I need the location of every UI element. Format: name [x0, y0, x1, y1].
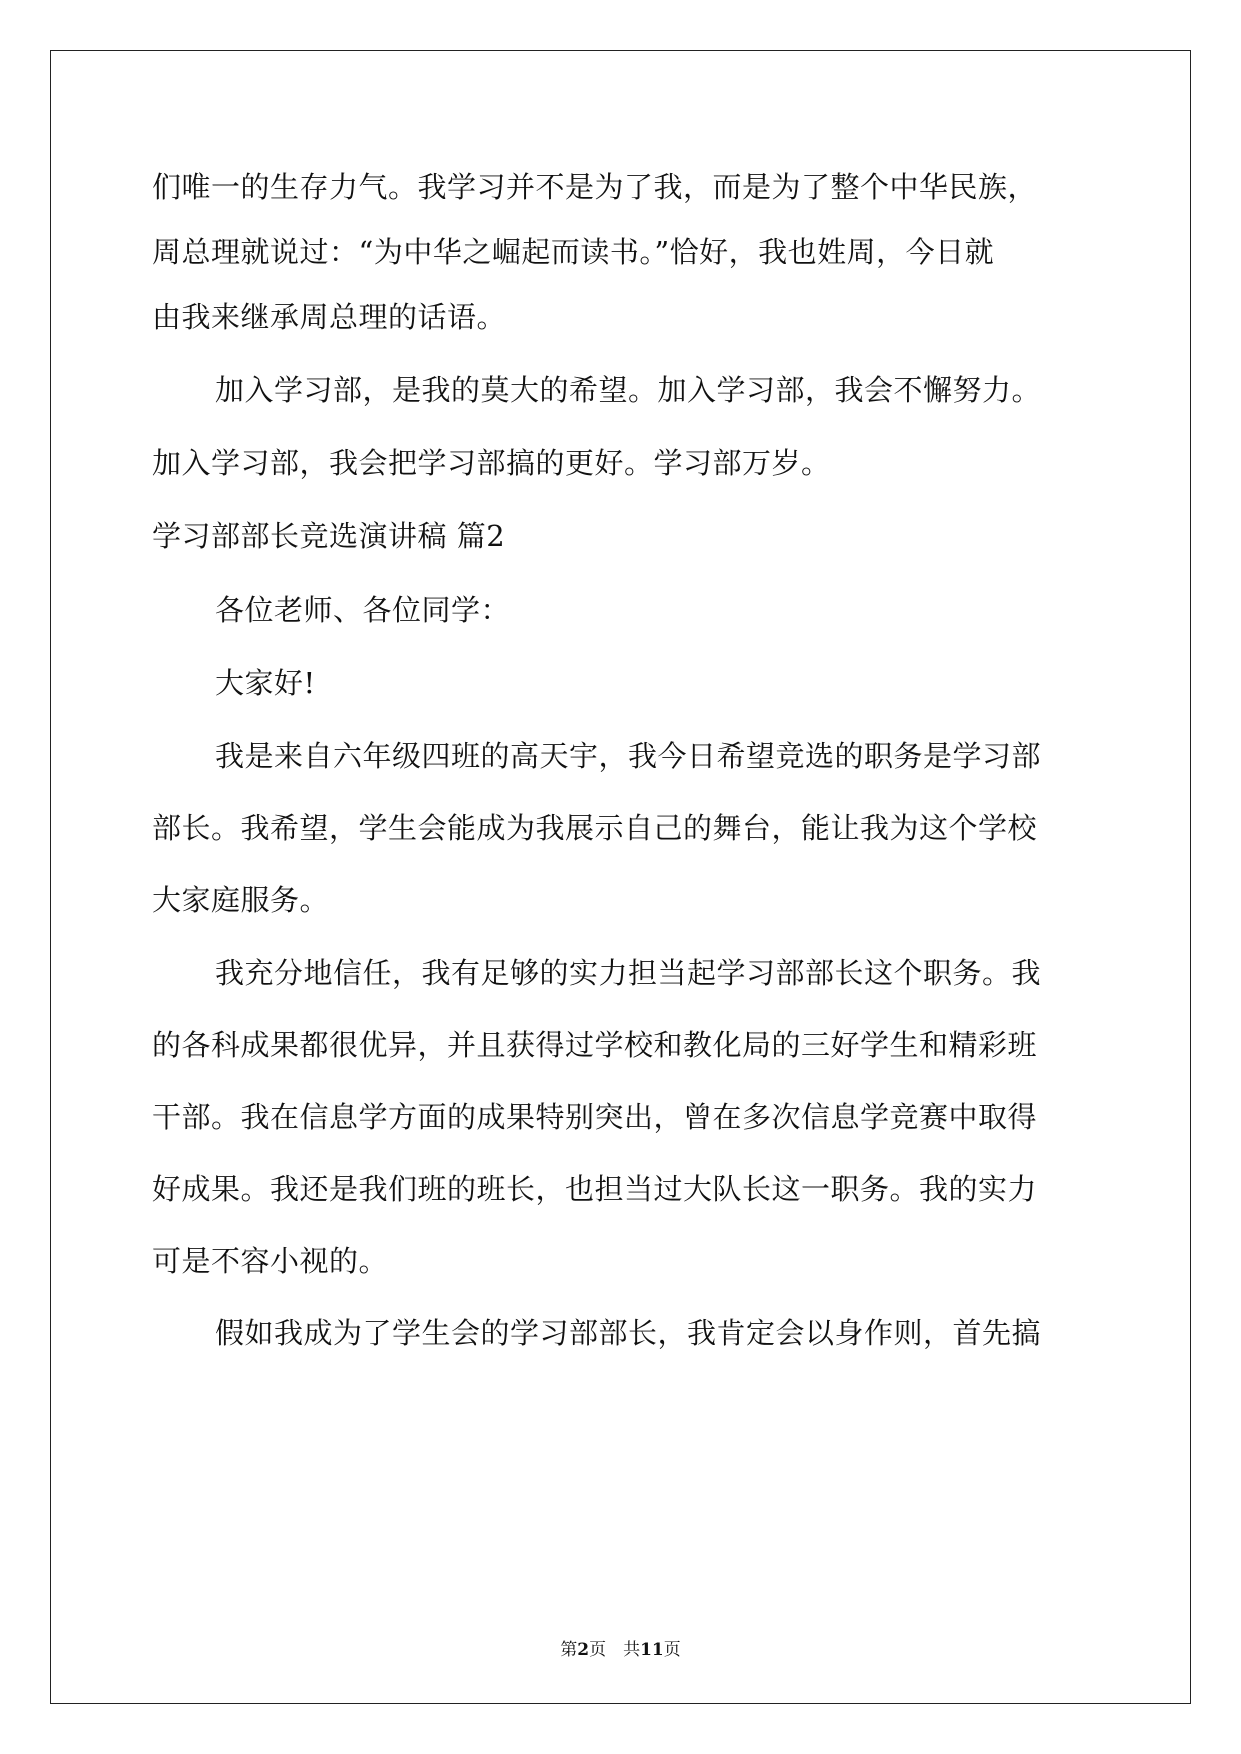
text-line: 好成果。我还是我们班的班长，也担当过大队长这一职务。我的实力 [152, 1172, 1038, 1206]
section-heading: 学习部部长竞选演讲稿 篇2 [152, 519, 506, 553]
footer-suffix: 页 [663, 1640, 681, 1660]
text-line: 干部。我在信息学方面的成果特别突出，曾在多次信息学竞赛中取得 [152, 1100, 1038, 1134]
footer-prefix: 第 [560, 1640, 578, 1660]
text-line: 加入学习部，我会把学习部搞的更好。学习部万岁。 [152, 446, 831, 480]
text-line: 部长。我希望，学生会能成为我展示自己的舞台，能让我为这个学校 [152, 811, 1038, 845]
text-line: 周总理就说过：“为中华之崛起而读书。”恰好，我也姓周，今日就 [152, 235, 995, 269]
text-line: 大家庭服务。 [152, 883, 330, 917]
text-line: 我充分地信任，我有足够的实力担当起学习部部长这个职务。我 [215, 956, 1042, 990]
page-footer [0, 1638, 1241, 1662]
text-line: 各位老师、各位同学： [215, 593, 511, 627]
text-line: 们唯一的生存力气。我学习并不是为了我，而是为了整个中华民族， [152, 170, 1038, 204]
text-line: 大家好! [215, 666, 316, 700]
text-line: 由我来继承周总理的话语。 [152, 300, 507, 334]
footer-middle: 页 共 [589, 1640, 641, 1660]
text-line: 的各科成果都很优异，并且获得过学校和教化局的三好学生和精彩班 [152, 1028, 1038, 1062]
total-page-number: 11 [640, 1640, 664, 1660]
text-line: 加入学习部，是我的莫大的希望。加入学习部，我会不懈努力。 [215, 373, 1042, 407]
current-page-number: 2 [577, 1640, 590, 1660]
text-line: 可是不容小视的。 [152, 1244, 389, 1278]
text-line: 假如我成为了学生会的学习部部长，我肯定会以身作则，首先搞 [215, 1316, 1042, 1350]
text-line: 我是来自六年级四班的高天宇，我今日希望竞选的职务是学习部 [215, 739, 1042, 773]
